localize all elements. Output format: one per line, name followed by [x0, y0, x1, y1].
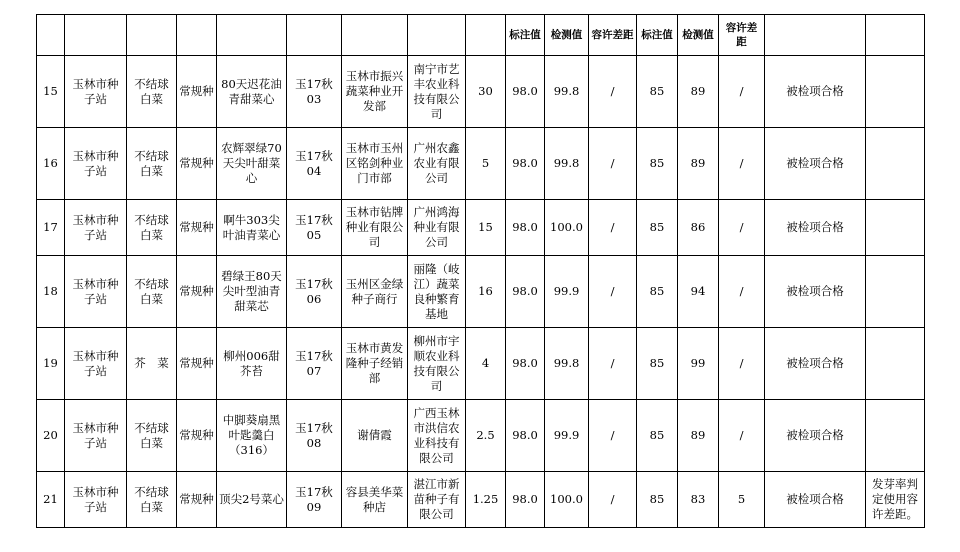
crop-type-cell: 芥 菜	[127, 328, 177, 400]
purity-test-cell: 99.8	[545, 56, 589, 128]
seller-cell: 容县美华菜种店	[342, 472, 408, 528]
row-number-cell: 20	[37, 400, 65, 472]
variety-name-cell: 农辉翠绿70天尖叶甜菜心	[217, 128, 287, 200]
seller-cell: 玉州区金绿种子商行	[342, 256, 408, 328]
variety-name-cell: 顶尖2号菜心	[217, 472, 287, 528]
producer-cell: 柳州市宇顺农业科技有限公司	[408, 328, 466, 400]
purity-label-cell: 98.0	[506, 400, 545, 472]
table-row	[37, 56, 925, 128]
header-cell-empty	[217, 15, 287, 56]
quantity-cell: 15	[466, 200, 506, 256]
inspecting-org-cell: 玉林市种子站	[65, 128, 127, 200]
inspecting-org-cell: 玉林市种子站	[65, 328, 127, 400]
table-row	[37, 400, 925, 472]
header-purity-tolerance: 容许差距	[589, 15, 637, 56]
germination-label-cell: 85	[637, 128, 678, 200]
producer-cell: 广州农鑫农业有限公司	[408, 128, 466, 200]
header-purity-test: 检测值	[545, 15, 589, 56]
quantity-cell: 2.5	[466, 400, 506, 472]
crop-type-cell: 不结球白菜	[127, 472, 177, 528]
germination-tolerance-cell: /	[719, 400, 765, 472]
header-germination-test: 检测值	[678, 15, 719, 56]
seller-cell: 玉林市振兴蔬菜种业开发部	[342, 56, 408, 128]
germination-label-cell: 85	[637, 200, 678, 256]
quantity-cell: 4	[466, 328, 506, 400]
variety-name-cell: 中脚葵扇黑叶匙羹白（316）	[217, 400, 287, 472]
result-cell: 被检项合格	[765, 200, 866, 256]
sample-id-cell: 玉17秋05	[287, 200, 342, 256]
sample-id-cell: 玉17秋06	[287, 256, 342, 328]
germination-test-cell: 89	[678, 56, 719, 128]
variety-name-cell: 啊牛303尖叶油青菜心	[217, 200, 287, 256]
inspecting-org-cell: 玉林市种子站	[65, 56, 127, 128]
header-cell-empty	[866, 15, 925, 56]
purity-test-cell: 99.9	[545, 400, 589, 472]
germination-tolerance-cell: /	[719, 200, 765, 256]
variety-name-cell: 80天迟花油青甜菜心	[217, 56, 287, 128]
note-cell	[866, 256, 925, 328]
header-cell-empty	[177, 15, 217, 56]
variety-kind-cell: 常规种	[177, 472, 217, 528]
producer-cell: 湛江市新苗种子有限公司	[408, 472, 466, 528]
germination-test-cell: 83	[678, 472, 719, 528]
variety-kind-cell: 常规种	[177, 400, 217, 472]
purity-tolerance-cell: /	[589, 400, 637, 472]
purity-tolerance-cell: /	[589, 328, 637, 400]
inspecting-org-cell: 玉林市种子站	[65, 200, 127, 256]
germination-test-cell: 94	[678, 256, 719, 328]
row-number-cell: 18	[37, 256, 65, 328]
header-cell-empty	[408, 15, 466, 56]
row-number-cell: 21	[37, 472, 65, 528]
crop-type-cell: 不结球白菜	[127, 200, 177, 256]
note-cell: 发芽率判定使用容许差距。	[866, 472, 925, 528]
seller-cell: 玉林市黄发隆种子经销部	[342, 328, 408, 400]
table-row	[37, 128, 925, 200]
crop-type-cell: 不结球白菜	[127, 256, 177, 328]
row-number-cell: 15	[37, 56, 65, 128]
purity-label-cell: 98.0	[506, 56, 545, 128]
header-cell-empty	[466, 15, 506, 56]
germination-label-cell: 85	[637, 328, 678, 400]
purity-test-cell: 99.8	[545, 128, 589, 200]
purity-test-cell: 99.8	[545, 328, 589, 400]
purity-label-cell: 98.0	[506, 200, 545, 256]
germination-tolerance-cell: /	[719, 328, 765, 400]
row-number-cell: 16	[37, 128, 65, 200]
purity-test-cell: 100.0	[545, 200, 589, 256]
variety-kind-cell: 常规种	[177, 56, 217, 128]
table-row	[37, 472, 925, 528]
inspecting-org-cell: 玉林市种子站	[65, 256, 127, 328]
header-cell-empty	[37, 15, 65, 56]
germination-label-cell: 85	[637, 400, 678, 472]
germination-test-cell: 86	[678, 200, 719, 256]
variety-kind-cell: 常规种	[177, 200, 217, 256]
header-cell-empty	[127, 15, 177, 56]
germination-label-cell: 85	[637, 56, 678, 128]
germination-test-cell: 89	[678, 400, 719, 472]
quantity-cell: 1.25	[466, 472, 506, 528]
germination-tolerance-cell: /	[719, 256, 765, 328]
purity-tolerance-cell: /	[589, 128, 637, 200]
crop-type-cell: 不结球白菜	[127, 56, 177, 128]
germination-tolerance-cell: 5	[719, 472, 765, 528]
result-cell: 被检项合格	[765, 56, 866, 128]
purity-label-cell: 98.0	[506, 328, 545, 400]
purity-label-cell: 98.0	[506, 128, 545, 200]
purity-tolerance-cell: /	[589, 256, 637, 328]
note-cell	[866, 128, 925, 200]
purity-tolerance-cell: /	[589, 200, 637, 256]
table-row	[37, 200, 925, 256]
variety-kind-cell: 常规种	[177, 328, 217, 400]
sample-id-cell: 玉17秋03	[287, 56, 342, 128]
variety-kind-cell: 常规种	[177, 256, 217, 328]
result-cell: 被检项合格	[765, 328, 866, 400]
crop-type-cell: 不结球白菜	[127, 400, 177, 472]
note-cell	[866, 56, 925, 128]
header-germination-label: 标注值	[637, 15, 678, 56]
sample-id-cell: 玉17秋09	[287, 472, 342, 528]
producer-cell: 广州鸿海种业有限公司	[408, 200, 466, 256]
producer-cell: 南宁市艺丰农业科技有限公司	[408, 56, 466, 128]
inspection-results-table	[36, 14, 925, 528]
seller-cell: 玉林市钻牌种业有限公司	[342, 200, 408, 256]
quantity-cell: 30	[466, 56, 506, 128]
purity-tolerance-cell: /	[589, 472, 637, 528]
header-germination-tolerance: 容许差距	[719, 15, 765, 56]
note-cell	[866, 328, 925, 400]
seller-cell: 谢倩霞	[342, 400, 408, 472]
purity-label-cell: 98.0	[506, 256, 545, 328]
row-number-cell: 19	[37, 328, 65, 400]
purity-label-cell: 98.0	[506, 472, 545, 528]
variety-name-cell: 碧绿王80天尖叶型油青甜菜芯	[217, 256, 287, 328]
germination-test-cell: 99	[678, 328, 719, 400]
quantity-cell: 5	[466, 128, 506, 200]
row-number-cell: 17	[37, 200, 65, 256]
result-cell: 被检项合格	[765, 256, 866, 328]
variety-name-cell: 柳州006甜芥苔	[217, 328, 287, 400]
header-cell-empty	[287, 15, 342, 56]
note-cell	[866, 400, 925, 472]
header-purity-label: 标注值	[506, 15, 545, 56]
variety-kind-cell: 常规种	[177, 128, 217, 200]
quantity-cell: 16	[466, 256, 506, 328]
germination-test-cell: 89	[678, 128, 719, 200]
sample-id-cell: 玉17秋07	[287, 328, 342, 400]
germination-tolerance-cell: /	[719, 128, 765, 200]
table-row	[37, 328, 925, 400]
note-cell	[866, 200, 925, 256]
purity-test-cell: 99.9	[545, 256, 589, 328]
result-cell: 被检项合格	[765, 472, 866, 528]
producer-cell: 丽隆（岐江）蔬菜良种繁育基地	[408, 256, 466, 328]
header-cell-empty	[65, 15, 127, 56]
germination-tolerance-cell: /	[719, 56, 765, 128]
crop-type-cell: 不结球白菜	[127, 128, 177, 200]
table-header-row	[37, 15, 925, 56]
sample-id-cell: 玉17秋08	[287, 400, 342, 472]
result-cell: 被检项合格	[765, 400, 866, 472]
germination-label-cell: 85	[637, 472, 678, 528]
purity-test-cell: 100.0	[545, 472, 589, 528]
header-cell-empty	[342, 15, 408, 56]
seller-cell: 玉林市玉州区铭剑种业门市部	[342, 128, 408, 200]
inspecting-org-cell: 玉林市种子站	[65, 472, 127, 528]
table-row	[37, 256, 925, 328]
purity-tolerance-cell: /	[589, 56, 637, 128]
inspecting-org-cell: 玉林市种子站	[65, 400, 127, 472]
header-cell-empty	[765, 15, 866, 56]
producer-cell: 广西玉林市洪信农业科技有限公司	[408, 400, 466, 472]
sample-id-cell: 玉17秋04	[287, 128, 342, 200]
result-cell: 被检项合格	[765, 128, 866, 200]
germination-label-cell: 85	[637, 256, 678, 328]
